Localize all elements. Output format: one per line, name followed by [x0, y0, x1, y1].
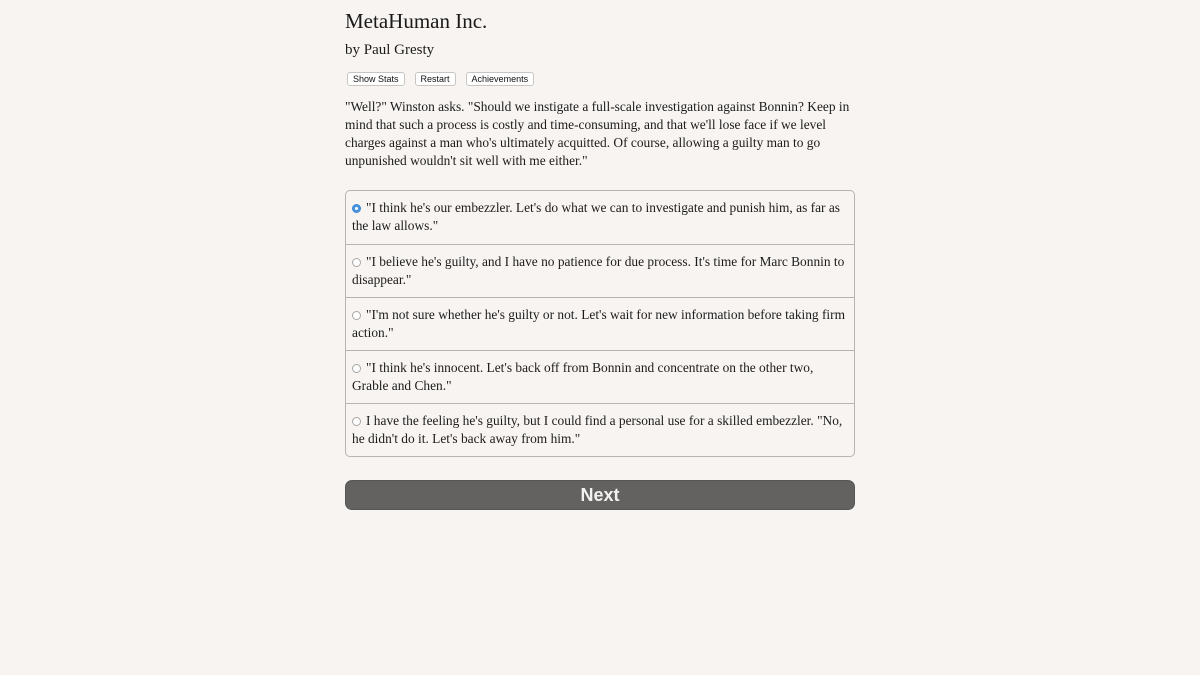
game-title: MetaHuman Inc. [345, 9, 488, 33]
radio-unselected-icon[interactable] [352, 417, 361, 426]
choice-option-5[interactable] [346, 403, 854, 456]
restart-button[interactable]: Restart [415, 72, 456, 86]
choice-label: "I believe he's guilty, and I have no patience for due process. It's time for Marc Bonnin to disappear." [352, 254, 845, 287]
choice-option-4[interactable] [346, 350, 854, 403]
next-button[interactable]: Next [345, 480, 855, 510]
toolbar [347, 72, 534, 86]
choice-label: "I'm not sure whether he's guilty or not. Let's wait for new information before taking firm action." [352, 307, 846, 340]
choice-list [345, 190, 855, 457]
choice-option-1[interactable] [346, 191, 854, 244]
choice-option-2[interactable] [346, 244, 854, 297]
choice-label: "I think he's innocent. Let's back off from Bonnin and concentrate on the other two, Grable and Chen." [352, 360, 814, 393]
show-stats-button[interactable]: Show Stats [347, 72, 405, 86]
radio-unselected-icon[interactable] [352, 364, 361, 373]
author-line: by Paul Gresty [345, 42, 435, 58]
story-paragraph: "Well?" Winston asks. "Should we instigate a full-scale investigation against Bonnin? Keep in mind that such a process is costly and time-consuming, and that we'll lose face if we level charges against a man who's ultimately acquitted. Of course, allowing a guilty man to go unpunished wouldn't sit well with me either." [345, 99, 850, 168]
choice-option-3[interactable] [346, 297, 854, 350]
choice-label: "I think he's our embezzler. Let's do what we can to investigate and punish him, as far as the law allows." [352, 200, 840, 233]
choice-label: I have the feeling he's guilty, but I could find a personal use for a skilled embezzler. "No, he didn't do it. Let's back away from him." [352, 413, 843, 446]
radio-unselected-icon[interactable] [352, 258, 361, 267]
achievements-button[interactable]: Achievements [466, 72, 535, 86]
radio-selected-icon[interactable] [352, 204, 361, 213]
radio-unselected-icon[interactable] [352, 311, 361, 320]
